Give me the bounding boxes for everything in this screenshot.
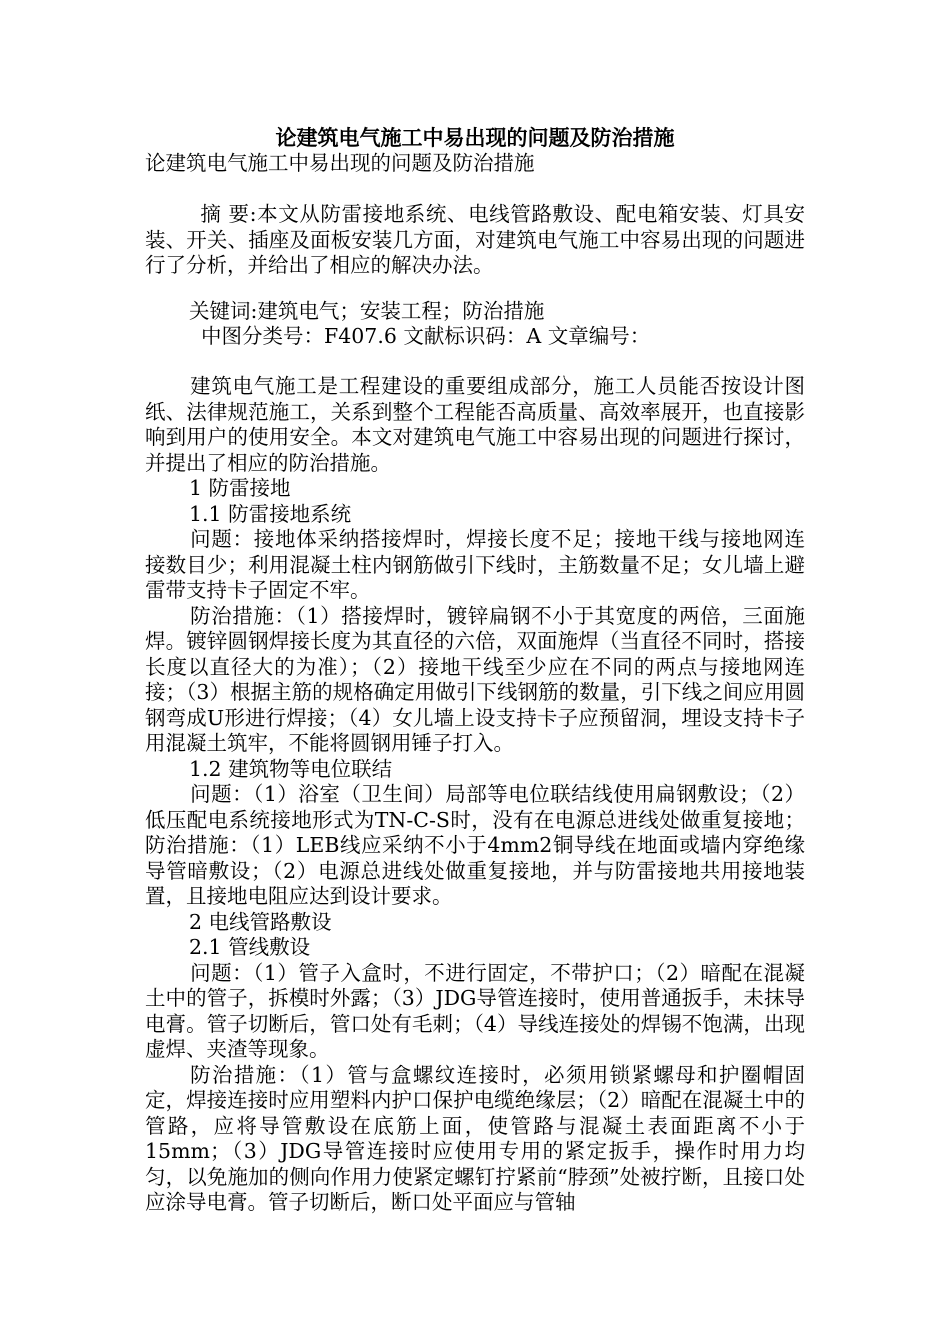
keywords-line: 关键词:建筑电气；安装工程；防治措施 (189, 299, 545, 323)
abstract-block (145, 202, 805, 279)
classification-line: 中图分类号：F407.6 文献标识码：A 文章编号： (201, 324, 651, 348)
section-heading-2-1: 2.1 管线敷设 (189, 935, 311, 959)
paragraph-2-1-measures: 防治措施：（1）管与盒螺纹连接时，必须用锁紧螺母和护圈帽固定，焊接连接时应用塑料内护口保护电缆绝缘层；（2）暗配在混凝土中的管路，应将导管敷设在底筋上面，使管路与混凝土表面距离不小于15mm；（3）JDG导管连接时应使用专用的紧定扳手，操作时用力均匀，以免施加的侧向作用力使紧定螺钉拧紧前“脖颈”处被拧断，且接口处应涂导电膏。管子切断后，断口处平面应与管轴 (145, 1062, 805, 1214)
paragraph-1-2: 问题：（1）浴室（卫生间）局部等电位联结线使用扁钢敷设；（2）低压配电系统接地形式为TN-C-S时，没有在电源总进线处做重复接地；防治措施：（1）LEB线应采纳不小于4mm2铜导线在地面或墙内穿绝缘导管暗敷设；（2）电源总进线处做重复接地，并与防雷接地共用接地装置，且接地电阻应达到设计要求。 (145, 782, 805, 908)
paragraph-1-1-measures: 防治措施：（1）搭接焊时，镀锌扁钢不小于其宽度的两倍，三面施焊。镀锌圆钢焊接长度为其直径的六倍，双面施焊（当直径不同时，搭接长度以直径大的为准）；（2）接地干线至少应在不同的两点与接地网连接；（3）根据主筋的规格确定用做引下线钢筋的数量，引下线之间应用圆钢弯成U形进行焊接；（4）女儿墙上设支持卡子应预留洞，埋设支持卡子用混凝土筑牢，不能将圆钢用锤子打入。 (145, 603, 805, 755)
section-heading-2: 2 电线管路敷设 (189, 909, 332, 934)
section-heading-1-2: 1.2 建筑物等电位联结 (189, 756, 393, 781)
article-body (145, 374, 805, 1216)
section-heading-1: 1 防雷接地 (189, 476, 291, 500)
document-title: 论建筑电气施工中易出现的问题及防治措施 (275, 126, 675, 150)
abstract-paragraph: 摘 要:本文从防雷接地系统、电线管路敷设、配电箱安装、灯具安装、开关、插座及面板安装几方面，对建筑电气施工中容易出现的问题进行了分析，并给出了相应的解决办法。 (145, 202, 805, 277)
paragraph-2-1-problem: 问题：（1）管子入盒时，不进行固定，不带护口；（2）暗配在混凝土中的管子，拆模时外露；（3）JDG导管连接时，使用普通扳手，未抹导电膏。管子切断后，管口处有毛刺；（4）导线连接处的焊锡不饱满，出现虚焊、夹渣等现象。 (145, 960, 805, 1061)
section-heading-1-1: 1.1 防雷接地系统 (189, 501, 352, 526)
intro-paragraph: 建筑电气施工是工程建设的重要组成部分，施工人员能否按设计图纸、法律规范施工，关系到整个工程能否高质量、高效率展开，也直接影响到用户的使用安全。本文对建筑电气施工中容易出现的问题进行探讨，并提出了相应的防治措施。 (145, 374, 805, 475)
paragraph-1-1-problem: 问题：接地体采纳搭接焊时，焊接长度不足；接地干线与接地网连接数目少；利用混凝土柱内钢筋做引下线时，主筋数量不足；女儿墙上避雷带支持卡子固定不牢。 (145, 527, 805, 602)
document-subtitle: 论建筑电气施工中易出现的问题及防治措施 (145, 151, 535, 175)
